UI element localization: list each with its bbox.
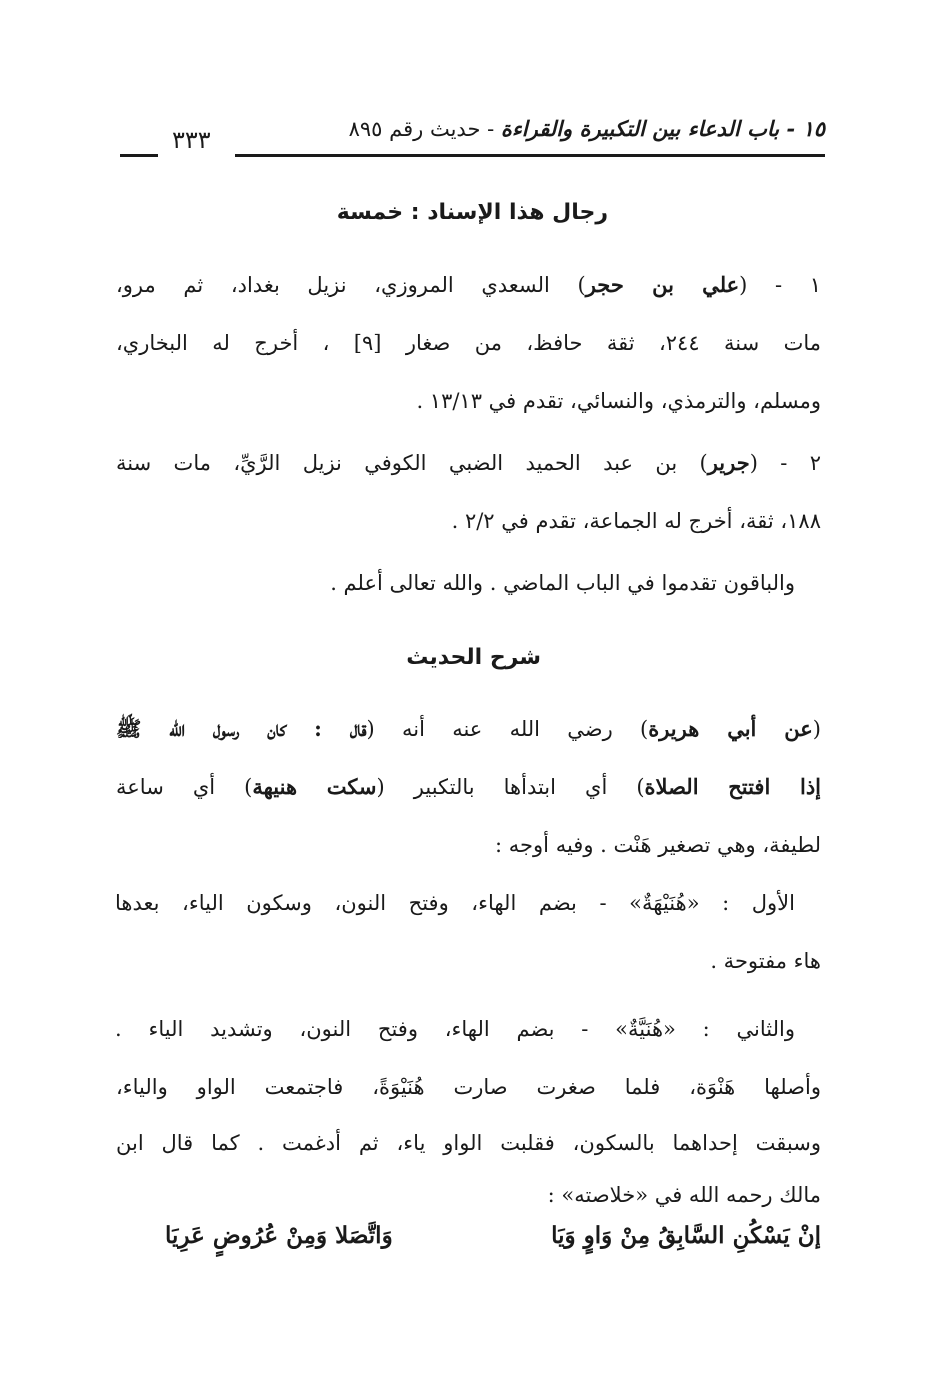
narrators-heading: رجال هذا الإسناد : خمسة [336,200,608,225]
narrator-1-line-3: ومسلم، والترمذي، والنسائي، تقدم في ١٣/١٣ . [416,389,821,413]
page-number: ٣٣٣ [172,126,211,154]
narrator-2-line-1: ٢ - (جرير) بن عبد الحميد الضبي الكوفي نزيل الرَّيِّ، مات سنة [116,450,821,475]
commentary-heading: شرح الحديث [406,645,541,670]
running-title [349,116,825,141]
hadith-number: - حديث رقم ٨٩٥ [348,117,495,141]
commentary-p2-line-1: الأول : «هُنَيْهَةٌ» - بضم الهاء، وفتح النون، وسكون الياء، بعدها [115,891,795,915]
narrator-2-name: جرير [707,450,750,475]
chapter-title: ١٥ - باب الدعاء بين التكبيرة والقراءة [500,116,825,141]
page-header [120,112,825,162]
commentary-p2-line-2: هاء مفتوحة . [710,949,821,973]
commentary-p3-line-4: مالك رحمه الله في «خلاصته» : [547,1183,821,1207]
remaining-narrators: والباقون تقدموا في الباب الماضي . والله تعالى أعلم . [330,571,795,595]
commentary-p3-line-1: والثاني : «هُنَيَّةٌ» - بضم الهاء، وفتح النون، وتشديد الياء . [115,1017,795,1041]
poem-first-hemistich: إنْ يَسْكُنِ السَّابِقُ مِنْ وَاوٍ وَيَا [551,1222,821,1249]
commentary-p1-line-1: (عن أبي هريرة) رضي الله عنه أنه (قال : كان رسول الله ﷺ [116,716,821,741]
commentary-p1-line-2: إذا افتتح الصلاة) أي ابتدأها بالتكبير (سكت هنيهة) أي ساعة [116,774,822,799]
commentary-p1-line-3: لطيفة، وهي تصغير هَنْت . وفيه أوجه : [495,833,821,857]
narrator-1-line-1: ١ - (علي بن حجر) السعدي المروزي، نزيل بغداد، ثم مرو، [116,272,821,297]
narrator-2-line-2: ١٨٨، ثقة، أخرج له الجماعة، تقدم في ٢/٢ . [451,509,821,533]
narrator-1-line-2: مات سنة ٢٤٤، ثقة حافظ، من صغار [٩] ، أخرج له البخاري، [116,331,821,355]
commentary-p3-line-3: وسبقت إحداهما بالسكون، فقلبت الواو ياء، ثم أدغمت . كما قال ابن [116,1131,821,1155]
header-rule [235,154,825,157]
narrator-1-name: علي بن حجر [585,272,740,297]
poem-second-hemistich: وَاتَّصَلا وَمِنْ عُرُوضٍ عَرِيَا [165,1222,393,1249]
commentary-p3-line-2: وأصلها هَنْوَة، فلما صغرت صارت هُنَيْوَةً، فاجتمعت الواو والياء، [116,1075,821,1099]
header-rule-short [120,154,158,157]
